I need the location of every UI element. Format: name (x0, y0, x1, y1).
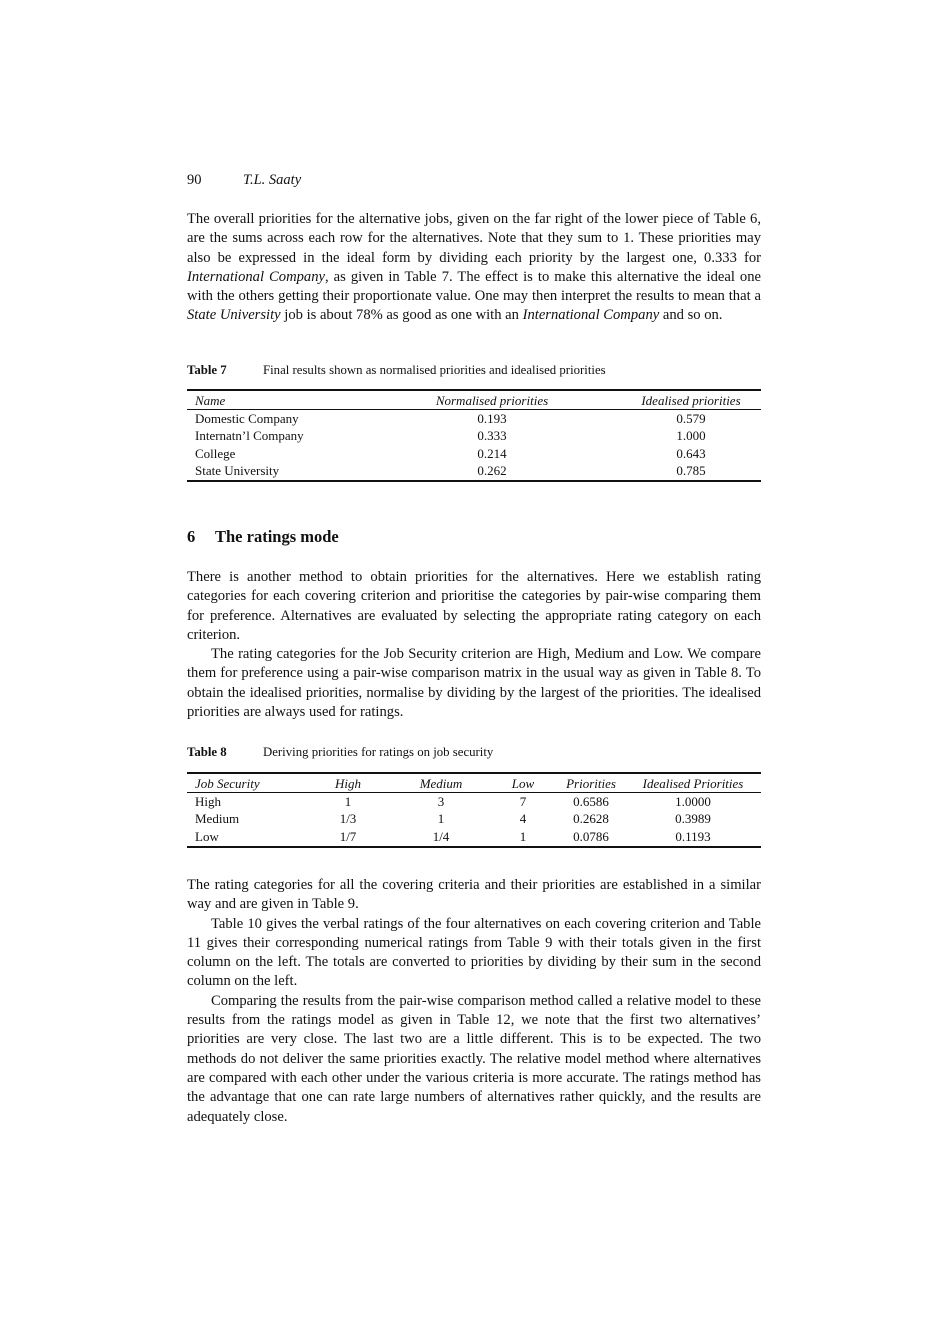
table-header-row (187, 773, 761, 793)
table-row (187, 428, 761, 446)
table-cell: Internatn’l Company (195, 428, 304, 444)
table-cell: 0.785 (676, 463, 706, 479)
table8-caption-text: Deriving priorities for ratings on job security (263, 745, 494, 759)
table-cell: 0.2628 (573, 811, 609, 827)
table-cell: 1/4 (432, 828, 450, 844)
table-cell: 0.3989 (675, 811, 711, 827)
table-row (187, 828, 761, 847)
table-header-row (187, 390, 761, 410)
table-row (187, 793, 761, 811)
column-header: Job Security (187, 773, 303, 793)
table-row (187, 410, 761, 428)
running-head-author: T.L. Saaty (243, 172, 302, 188)
table7 (187, 389, 761, 482)
table-cell: 0.193 (477, 410, 507, 426)
table-cell: 0.1193 (675, 828, 711, 844)
table-cell: High (195, 793, 221, 809)
column-header: Name (187, 390, 363, 410)
running-head (187, 172, 301, 189)
table8-label: Table 8 (187, 745, 227, 759)
column-header: High (303, 773, 393, 793)
table-cell: Domestic Company (195, 410, 299, 426)
table-row (187, 811, 761, 829)
table-cell: 1.0000 (675, 793, 711, 809)
column-header: Low (489, 773, 557, 793)
table8-caption (187, 745, 493, 760)
table7-label: Table 7 (187, 363, 227, 377)
page-number: 90 (187, 172, 202, 188)
table-cell: 0.214 (477, 445, 507, 461)
paragraph-overall-priorities: The overall priorities for the alternative jobs, given on the far right of the lower piece of Table 6, are the sums across each row for the alternatives. Note that they sum to 1. These priorities may also be expressed in the ideal form by dividing each priority by the largest one, 0.333 for International Company, as given in Table 7. The effect is to make this alternative the ideal one with the others getting their proportionate value. One may then interpret the results to mean that a State University job is about 78% as good as one with an International Company and so on. (187, 211, 761, 324)
table-cell: State University (195, 463, 280, 479)
table-cell: 1/7 (339, 828, 357, 844)
paragraph-job-security: The rating categories for the Job Security criterion are High, Medium and Low. We compare them for preference using a pair-wise comparison matrix in the usual way as given in Table 8. To obtain the idealised priorities, normalise by dividing by the largest of the priorities. The idealised priorities are always used for ratings. (187, 646, 761, 721)
section-title: The ratings mode (215, 527, 339, 546)
paragraph-comparison: Comparing the results from the pair-wise comparison method called a relative model to these results from the ratings model as given in Table 12, we note that the first two alternatives’ priorities are very close. The last two are a little different. This is to be expected. The two methods do not deliver the same priorities exactly. The relative model method where alternatives are compared with each other under the various criteria is more accurate. The ratings method has the advantage that one can rate large numbers of alternatives rather quickly, and the results are adequately close. (187, 992, 761, 1125)
column-header: Idealised priorities (621, 390, 761, 410)
table-cell: Low (195, 828, 219, 844)
table7-caption (187, 363, 606, 378)
column-header: Priorities (557, 773, 625, 793)
table-cell: 7 (519, 793, 527, 809)
table-cell: 0.333 (477, 428, 507, 444)
table-cell: 1 (344, 793, 352, 809)
table-cell: 0.579 (676, 410, 706, 426)
table-cell: 0.262 (477, 463, 507, 479)
table-cell: 1 (437, 811, 445, 827)
table8 (187, 772, 761, 848)
paragraph-ratings-intro: There is another method to obtain priorities for the alternatives. Here we establish rating categories for each covering criterion and prioritise the categories by pair-wise comparing them for preference. Alternatives are evaluated by selecting the appropriate rating category on each criterion. (187, 569, 761, 643)
section-heading (187, 527, 339, 547)
table-cell: 1/3 (339, 811, 357, 827)
table-cell: Medium (195, 811, 240, 827)
column-header: Normalised priorities (363, 390, 621, 410)
table7-caption-text: Final results shown as normalised priorities and idealised priorities (263, 363, 606, 377)
table-cell: 1.000 (676, 428, 706, 444)
table-cell: 0.6586 (573, 793, 609, 809)
table-row (187, 445, 761, 463)
closing-block (187, 876, 761, 1127)
column-header: Medium (393, 773, 489, 793)
paragraph-rating-categories: The rating categories for all the covering criteria and their priorities are established in a similar way and are given in Table 9. (187, 877, 761, 913)
table-cell: 4 (519, 811, 527, 827)
table-cell: College (195, 445, 236, 461)
column-header: Idealised Priorities (625, 773, 761, 793)
table-cell: 3 (437, 793, 445, 809)
table-row (187, 463, 761, 482)
paragraph-table10: Table 10 gives the verbal ratings of the four alternatives on each covering criterion and Table 11 gives their corresponding numerical ratings from Table 9 with their totals given in the first column on the left. The totals are converted to priorities by dividing by their sum in the second column on the left. (187, 915, 761, 990)
table-cell: 0.643 (676, 445, 706, 461)
table-cell: 1 (519, 828, 527, 844)
section-number: 6 (187, 527, 196, 546)
ratings-intro-block (187, 568, 761, 722)
table-cell: 0.0786 (573, 828, 609, 844)
